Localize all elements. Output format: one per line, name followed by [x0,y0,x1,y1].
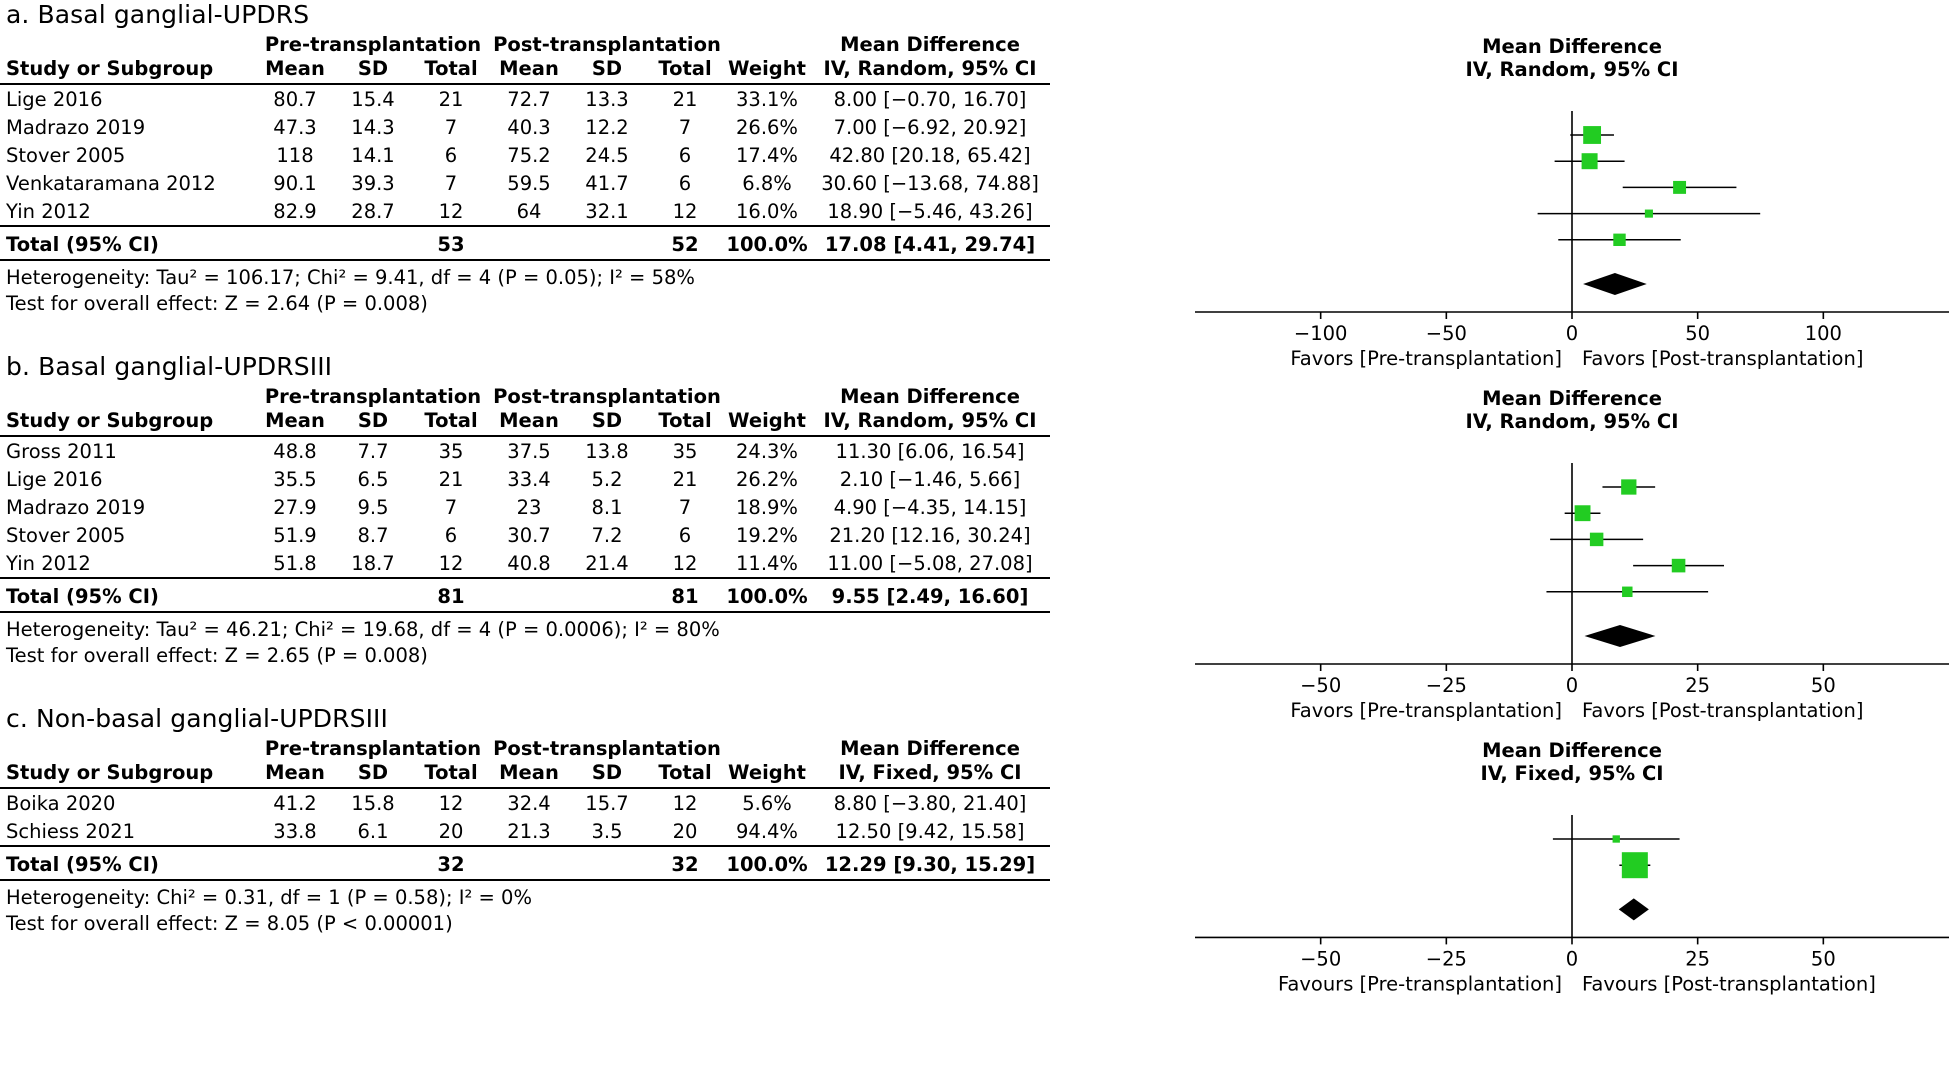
col-header-study: Study or Subgroup [6,761,214,784]
x-tick-label: 0 [1565,947,1579,971]
row-mean-post: 75.2 [507,143,551,167]
group-header-row [0,33,1050,57]
row-study: Lige 2016 [6,467,103,491]
row-weight: 26.6% [736,115,798,139]
panel-c-rows [0,788,1050,880]
table-row [0,169,1050,197]
row-total-post: 7 [678,115,692,139]
total-pre: 32 [437,853,465,876]
table-row [0,493,1050,521]
row-sd-post: 7.2 [591,523,623,547]
row-sd-post: 24.5 [585,143,629,167]
axis-label-left: Favors [Pre-transplantation] [1290,347,1562,370]
x-tick-label: 50 [1810,947,1836,971]
col-header-mean2: Mean [499,57,559,80]
row-mean-post: 64 [516,199,542,223]
table-bottom-rule [0,259,1050,260]
axis-label-left: Favors [Pre-transplantation] [1290,699,1562,722]
row-mean-post: 40.8 [507,551,551,575]
row-total-post: 12 [672,791,698,815]
table-total-row [0,226,1050,259]
group2-header: Post-transplantation [493,33,721,56]
col-header-sd1: SD [357,57,389,80]
group1-header: Pre-transplantation [264,737,482,760]
group-header-row [0,737,1050,761]
total-post: 52 [671,233,699,256]
axis-label-right: Favors [Post-transplantation] [1582,699,1864,722]
row-study: Yin 2012 [6,199,91,223]
row-sd-post: 12.2 [585,115,629,139]
col-header-sd2: SD [591,409,623,432]
row-weight: 33.1% [736,87,798,111]
total-blank1 [256,846,334,879]
axis-label-right: Favours [Post-transplantation] [1582,972,1876,996]
row-study: Yin 2012 [6,551,91,575]
effect-header: Mean Difference [840,385,1020,408]
column-header-row [0,761,1050,788]
row-sd-pre: 15.4 [351,87,395,111]
total-label: Total (95% CI) [6,233,159,256]
row-mean-post: 32.4 [507,791,551,815]
row-mean-pre: 51.8 [273,551,317,575]
panel-a-table [0,33,1050,261]
row-mean-pre: 118 [276,143,314,167]
col-header-sd2: SD [591,57,623,80]
col-header-weight: Weight [728,761,806,784]
row-ci: 18.90 [−5.46, 43.26] [827,199,1033,223]
row-mean-post: 30.7 [507,523,551,547]
group1-header: Pre-transplantation [264,33,482,56]
effect-marker [1582,153,1598,169]
row-weight: 6.8% [742,171,792,195]
overall-effect-line: Test for overall effect: Z = 2.65 (P = 0.008) [6,643,428,667]
col-header-total1: Total [424,761,478,784]
row-total-pre: 12 [438,791,464,815]
x-tick-label: 25 [1685,674,1711,697]
col-header-total1: Total [424,57,478,80]
row-weight: 24.3% [736,439,798,463]
row-study: Madrazo 2019 [6,495,146,519]
total-blank3 [490,846,568,879]
table-row [0,788,1050,817]
row-total-pre: 7 [444,171,458,195]
divider [0,611,1050,612]
row-mean-pre: 48.8 [273,439,317,463]
col-header-weight: Weight [728,57,806,80]
divider [0,259,1050,260]
x-tick-label: −50 [1300,947,1342,971]
col-header-mean1: Mean [265,57,325,80]
row-mean-post: 72.7 [507,87,551,111]
row-mean-pre: 41.2 [273,791,317,815]
effect-header: Mean Difference [840,33,1020,56]
total-label: Total (95% CI) [6,585,159,608]
table-row [0,84,1050,113]
row-sd-post: 13.8 [585,439,629,463]
row-sd-pre: 6.5 [357,467,389,491]
column-header-row [0,409,1050,436]
row-mean-pre: 47.3 [273,115,317,139]
row-sd-post: 5.2 [591,467,623,491]
row-mean-pre: 33.8 [273,819,317,843]
row-total-post: 12 [672,199,698,223]
total-ci: 12.29 [9.30, 15.29] [824,853,1036,876]
row-sd-post: 32.1 [585,199,629,223]
row-total-post: 12 [672,551,698,575]
axis-label-right: Favors [Post-transplantation] [1582,347,1864,370]
effect-marker [1590,533,1603,546]
total-blank1 [256,226,334,259]
row-study: Gross 2011 [6,439,117,463]
column-header-row [0,57,1050,84]
total-weight: 100.0% [726,585,808,608]
row-weight: 18.9% [736,495,798,519]
total-blank2 [334,226,412,259]
row-weight: 94.4% [736,819,798,843]
panel-a-plot-title: Mean Difference IV, Random, 95% CI [1465,35,1679,81]
row-sd-pre: 18.7 [351,551,395,575]
row-total-pre: 21 [438,467,464,491]
effect-marker [1645,210,1653,218]
row-sd-pre: 6.1 [357,819,389,843]
effect-marker [1672,559,1686,573]
group1-header: Pre-transplantation [264,385,482,408]
forest-plot-svg [1185,35,1959,378]
row-total-pre: 21 [438,87,464,111]
effect-marker [1583,126,1601,144]
table-row [0,465,1050,493]
row-ci: 7.00 [−6.92, 20.92] [833,115,1027,139]
effect-marker [1622,587,1632,597]
row-sd-pre: 14.3 [351,115,395,139]
panel-b-rows [0,436,1050,612]
total-pre: 81 [437,585,465,608]
group2-header: Post-transplantation [493,737,721,760]
table-bottom-rule [0,879,1050,880]
total-blank1 [256,578,334,611]
row-mean-post: 40.3 [507,115,551,139]
pooled-diamond [1585,625,1656,647]
row-weight: 19.2% [736,523,798,547]
row-mean-pre: 90.1 [273,171,317,195]
effect-marker [1613,234,1625,246]
row-ci: 21.20 [12.16, 30.24] [829,523,1031,547]
row-study: Stover 2005 [6,523,126,547]
col-header-total2: Total [658,761,712,784]
total-post: 81 [671,585,699,608]
row-ci: 8.80 [−3.80, 21.40] [833,791,1027,815]
row-total-post: 21 [672,467,698,491]
x-tick-label: −50 [1425,322,1467,345]
row-total-post: 7 [678,495,692,519]
col-header-study: Study or Subgroup [6,409,214,432]
panel-c-title: c. Non-basal ganglial-UPDRSIII [6,704,388,733]
x-tick-label: −50 [1300,674,1342,697]
total-blank4 [568,226,646,259]
panel-c-table [0,737,1050,881]
x-tick-label: 25 [1685,947,1711,971]
panel-a-rows [0,84,1050,260]
row-mean-pre: 27.9 [273,495,317,519]
table-row [0,141,1050,169]
row-mean-post: 37.5 [507,439,551,463]
x-tick-label: −25 [1425,947,1467,971]
row-mean-post: 21.3 [507,819,551,843]
row-total-post: 6 [678,171,692,195]
row-ci: 12.50 [9.42, 15.58] [835,819,1025,843]
col-header-total1: Total [424,409,478,432]
axis-label-left: Favours [Pre-transplantation] [1277,972,1562,996]
x-tick-label: 50 [1685,322,1711,345]
effect-marker [1613,835,1620,842]
heterogeneity-line: Heterogeneity: Tau² = 106.17; Chi² = 9.41, df = 4 (P = 0.05); I² = 58% [6,266,695,289]
row-mean-pre: 82.9 [273,199,317,223]
col-header-study: Study or Subgroup [6,57,214,80]
total-blank3 [490,226,568,259]
col-header-sd1: SD [357,761,389,784]
panel-a-plot [1185,35,1959,378]
row-total-post: 21 [672,87,698,111]
pooled-diamond [1583,273,1647,295]
col-header-sd1: SD [357,409,389,432]
x-tick-label: −100 [1293,322,1348,345]
col-header-ci: IV, Fixed, 95% CI [838,761,1022,784]
row-sd-pre: 39.3 [351,171,395,195]
effect-marker [1621,479,1636,494]
row-ci: 42.80 [20.18, 65.42] [829,143,1031,167]
total-pre: 53 [437,233,465,256]
total-post: 32 [671,853,699,876]
total-blank2 [334,846,412,879]
row-study: Schiess 2021 [6,819,136,843]
row-ci: 30.60 [−13.68, 74.88] [821,171,1039,195]
row-total-pre: 12 [438,551,464,575]
effect-header: Mean Difference [840,737,1020,760]
row-study: Stover 2005 [6,143,126,167]
panel-b-table [0,385,1050,613]
group-header-row [0,385,1050,409]
table-row [0,817,1050,846]
row-mean-pre: 80.7 [273,87,317,111]
row-sd-pre: 14.1 [351,143,395,167]
x-tick-label: 100 [1804,322,1842,345]
divider [0,879,1050,880]
x-tick-label: 0 [1565,674,1579,697]
row-mean-post: 23 [516,495,542,519]
row-study: Boika 2020 [6,791,116,815]
overall-effect-line: Test for overall effect: Z = 8.05 (P < 0.00001) [6,911,453,935]
group2-header: Post-transplantation [493,385,721,408]
row-study: Lige 2016 [6,87,103,111]
col-header-sd2: SD [591,761,623,784]
row-total-post: 6 [678,143,692,167]
total-ci: 17.08 [4.41, 29.74] [824,233,1036,256]
row-study: Madrazo 2019 [6,115,146,139]
total-ci: 9.55 [2.49, 16.60] [831,585,1029,608]
panel-c-body [0,737,1959,996]
table-row [0,113,1050,141]
total-blank3 [490,578,568,611]
row-ci: 2.10 [−1.46, 5.66] [839,467,1021,491]
panel-b-title: b. Basal ganglial-UPDRSIII [6,352,333,381]
row-mean-pre: 51.9 [273,523,317,547]
col-header-mean2: Mean [499,761,559,784]
table-row [0,197,1050,226]
total-blank4 [568,846,646,879]
row-sd-pre: 28.7 [351,199,395,223]
row-sd-post: 15.7 [585,791,629,815]
forest-plot-svg [1185,387,1959,730]
total-blank2 [334,578,412,611]
row-total-pre: 35 [438,439,464,463]
row-total-post: 35 [672,439,698,463]
total-label: Total (95% CI) [6,853,159,876]
table-total-row [0,846,1050,879]
col-header-mean1: Mean [265,409,325,432]
row-sd-post: 21.4 [585,551,629,575]
row-weight: 17.4% [736,143,798,167]
col-header-ci: IV, Random, 95% CI [823,57,1037,80]
overall-effect-line: Test for overall effect: Z = 2.64 (P = 0.008) [6,291,428,315]
row-total-post: 6 [678,523,692,547]
col-header-mean1: Mean [265,761,325,784]
table-total-row [0,578,1050,611]
col-header-total2: Total [658,57,712,80]
total-weight: 100.0% [726,853,808,876]
row-mean-post: 59.5 [507,171,551,195]
panel-c [0,704,1959,1004]
row-sd-post: 3.5 [591,819,623,843]
table-row [0,436,1050,465]
row-total-post: 20 [672,819,698,843]
row-total-pre: 6 [444,523,458,547]
total-blank4 [568,578,646,611]
x-tick-label: 0 [1565,322,1579,345]
row-sd-post: 41.7 [585,171,629,195]
table-bottom-rule [0,611,1050,612]
row-total-pre: 20 [438,819,464,843]
table-row [0,521,1050,549]
row-weight: 16.0% [736,199,798,223]
x-tick-label: −25 [1425,674,1467,697]
panel-c-plot [1185,739,1959,1003]
col-header-weight: Weight [728,409,806,432]
row-study: Venkataramana 2012 [6,171,216,195]
panel-b-plot [1185,387,1959,730]
row-total-pre: 7 [444,495,458,519]
pooled-diamond [1619,898,1649,920]
row-weight: 26.2% [736,467,798,491]
row-sd-pre: 7.7 [357,439,389,463]
row-total-pre: 12 [438,199,464,223]
row-sd-pre: 15.8 [351,791,395,815]
row-sd-pre: 9.5 [357,495,389,519]
row-ci: 11.30 [6.06, 16.54] [835,439,1025,463]
col-header-mean2: Mean [499,409,559,432]
row-mean-pre: 35.5 [273,467,317,491]
panel-c-plot-title: Mean Difference IV, Fixed, 95% CI [1480,739,1664,785]
effect-marker [1575,505,1591,521]
row-sd-post: 8.1 [591,495,623,519]
table-row [0,549,1050,578]
row-ci: 8.00 [−0.70, 16.70] [833,87,1027,111]
row-sd-pre: 8.7 [357,523,389,547]
col-header-total2: Total [658,409,712,432]
row-total-pre: 7 [444,115,458,139]
row-ci: 4.90 [−4.35, 14.15] [833,495,1027,519]
row-total-pre: 6 [444,143,458,167]
panel-a-title: a. Basal ganglial-UPDRS [6,0,310,29]
effect-marker [1673,181,1686,194]
panel-b-plot-title: Mean Difference IV, Random, 95% CI [1465,387,1679,433]
row-ci: 11.00 [−5.08, 27.08] [827,551,1033,575]
col-header-ci: IV, Random, 95% CI [823,409,1037,432]
row-mean-post: 33.4 [507,467,551,491]
row-sd-post: 13.3 [585,87,629,111]
effect-marker [1622,852,1648,878]
heterogeneity-line: Heterogeneity: Chi² = 0.31, df = 1 (P = 0.58); I² = 0% [6,886,532,909]
x-tick-label: 50 [1810,674,1836,697]
row-weight: 11.4% [736,551,798,575]
row-weight: 5.6% [742,791,792,815]
total-weight: 100.0% [726,233,808,256]
heterogeneity-line: Heterogeneity: Tau² = 46.21; Chi² = 19.68, df = 4 (P = 0.0006); I² = 80% [6,618,720,641]
